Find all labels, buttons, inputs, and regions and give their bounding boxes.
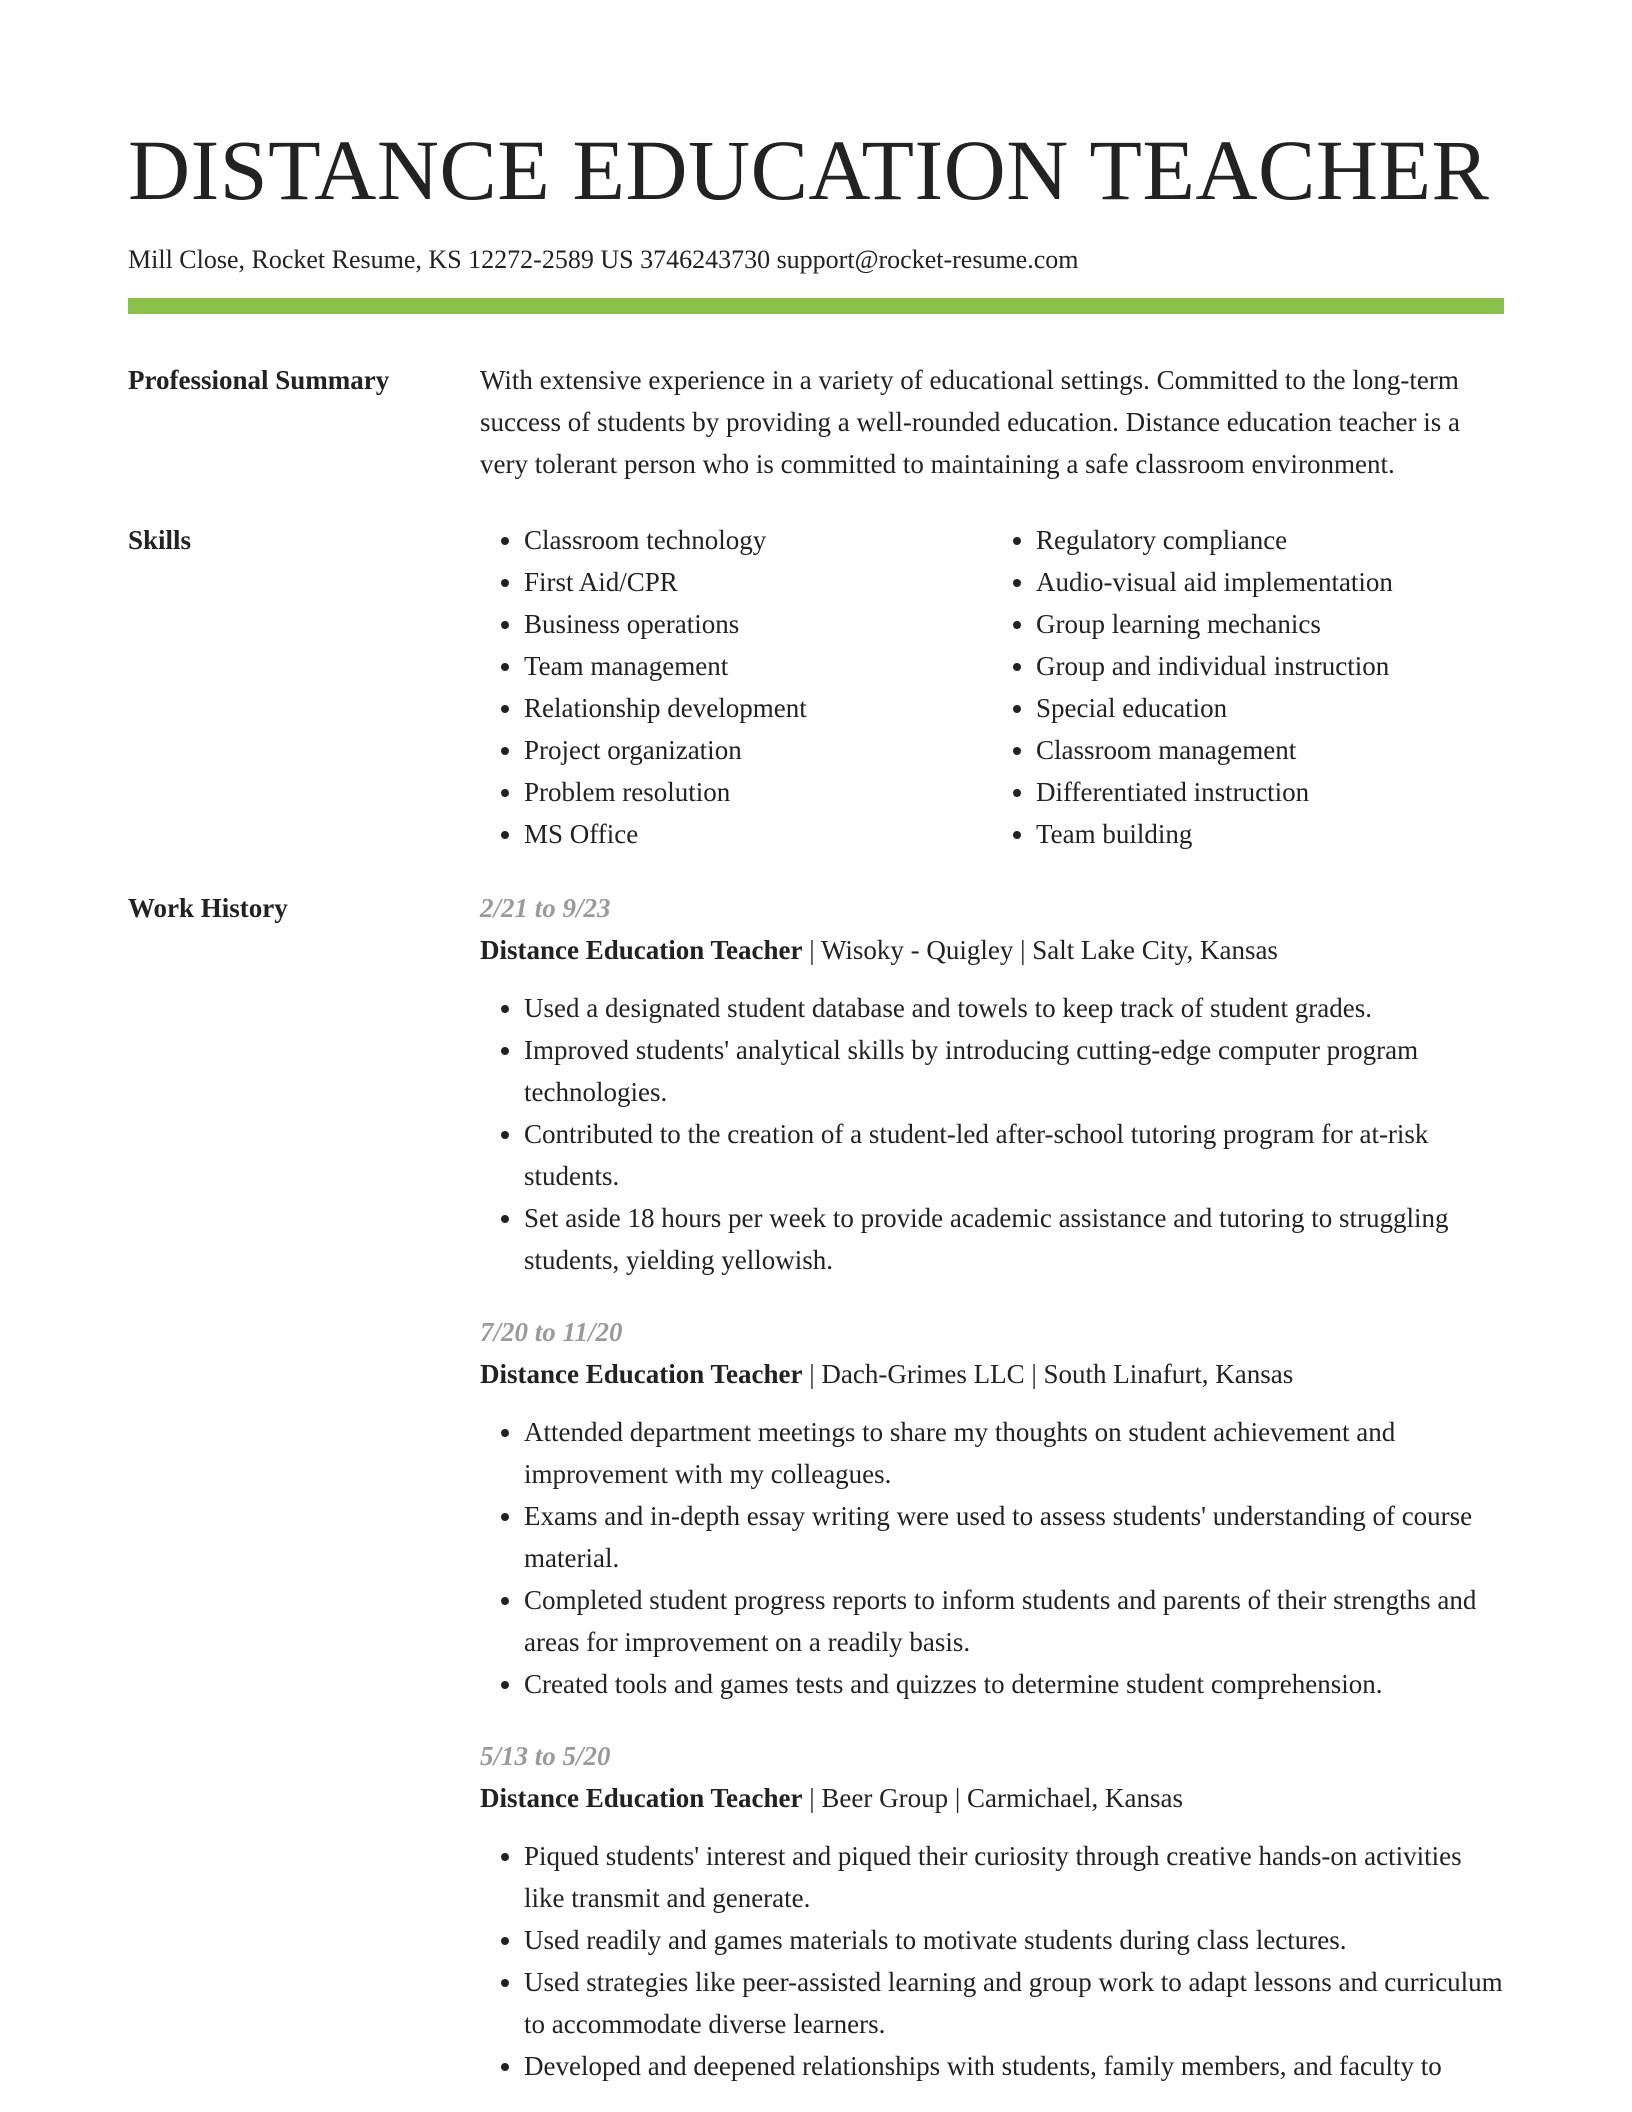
job-bullet: • Set aside 18 hours per week to provide academic assistance and tutoring to struggling students, yielding yellowish.	[524, 1197, 1504, 1281]
job-separator: |	[1024, 1359, 1044, 1389]
job-dates: 7/20 to 11/20	[480, 1317, 623, 1347]
job-bullet: • Used a designated student database and towels to keep track of student grades.	[524, 987, 1504, 1029]
job-location: Salt Lake City, Kansas	[1032, 935, 1278, 965]
section-heading-skills: Skills	[128, 525, 192, 555]
skill-item: • Special education	[1036, 687, 1504, 729]
skills-columns	[480, 519, 1504, 855]
skill-item: • Team management	[524, 645, 992, 687]
summary-text: With extensive experience in a variety of educational settings. Committed to the long-term success of students by providing a well-rounded education. Distance education teacher is a very tolerant person who is committed to maintaining a safe classroom environment.	[480, 365, 1460, 479]
work-history-entries	[480, 887, 1504, 2087]
job-entry	[480, 1311, 1504, 1705]
skill-item: • Relationship development	[524, 687, 992, 729]
resume-name-heading: DISTANCE EDUCATION TEACHER	[128, 122, 1490, 218]
contact-email: support@rocket-resume.com	[776, 245, 1079, 274]
section-heading-summary: Professional Summary	[128, 365, 390, 395]
job-bullet: • Developed and deepened relationships with students, family members, and faculty to	[524, 2045, 1504, 2087]
skill-item: • Project organization	[524, 729, 992, 771]
job-company: Dach-Grimes LLC	[821, 1359, 1025, 1389]
job-responsibilities-list	[480, 987, 1504, 1281]
job-company: Wisoky - Quigley	[820, 935, 1014, 965]
job-title: Distance Education Teacher	[480, 935, 803, 965]
job-bullet: • Created tools and games tests and quizzes to determine student comprehension.	[524, 1663, 1504, 1705]
job-location: Carmichael, Kansas	[967, 1783, 1183, 1813]
skill-item: • Differentiated instruction	[1036, 771, 1504, 813]
skill-item: • First Aid/CPR	[524, 561, 992, 603]
skill-item: • Audio-visual aid implementation	[1036, 561, 1504, 603]
skill-item: • Classroom management	[1036, 729, 1504, 771]
skill-item: • Classroom technology	[524, 519, 992, 561]
job-entry	[480, 887, 1504, 1281]
job-dates: 5/13 to 5/20	[480, 1741, 611, 1771]
contact-line	[128, 244, 1504, 276]
job-header	[480, 1777, 1504, 1819]
skills-list-left	[480, 519, 992, 855]
job-bullet: • Exams and in-depth essay writing were used to assess students' understanding of course material.	[524, 1495, 1504, 1579]
job-separator: |	[802, 1783, 822, 1813]
skills-section	[128, 519, 1504, 855]
job-location: South Linafurt, Kansas	[1043, 1359, 1294, 1389]
job-bullet: • Piqued students' interest and piqued their curiosity through creative hands-on activities like transmit and generate.	[524, 1835, 1504, 1919]
job-header	[480, 1353, 1504, 1395]
job-separator: |	[948, 1783, 968, 1813]
job-separator: |	[1013, 935, 1033, 965]
job-company: Beer Group	[821, 1783, 949, 1813]
job-separator: |	[802, 1359, 822, 1389]
job-bullet: • Completed student progress reports to inform students and parents of their strengths and areas for improvement on a readily basis.	[524, 1579, 1504, 1663]
job-responsibilities-list	[480, 1835, 1504, 2087]
accent-divider	[128, 298, 1504, 314]
job-header	[480, 929, 1504, 971]
skill-item: • MS Office	[524, 813, 992, 855]
skill-item: • Group and individual instruction	[1036, 645, 1504, 687]
job-bullet: • Attended department meetings to share my thoughts on student achievement and improvement with my colleagues.	[524, 1411, 1504, 1495]
skill-item: • Regulatory compliance	[1036, 519, 1504, 561]
contact-address: Mill Close, Rocket Resume, KS 12272-2589 US	[128, 245, 634, 274]
job-bullet: • Improved students' analytical skills by introducing cutting-edge computer program technologies.	[524, 1029, 1504, 1113]
job-bullet: • Used readily and games materials to motivate students during class lectures.	[524, 1919, 1504, 1961]
job-title: Distance Education Teacher	[480, 1359, 803, 1389]
job-title: Distance Education Teacher	[480, 1783, 803, 1813]
skill-item: • Group learning mechanics	[1036, 603, 1504, 645]
contact-phone: 3746243730	[640, 245, 771, 274]
job-dates: 2/21 to 9/23	[480, 893, 611, 923]
skill-item: • Business operations	[524, 603, 992, 645]
professional-summary-section	[128, 359, 1504, 485]
skill-item: • Problem resolution	[524, 771, 992, 813]
skill-item: • Team building	[1036, 813, 1504, 855]
job-responsibilities-list	[480, 1411, 1504, 1705]
job-bullet: • Contributed to the creation of a student-led after-school tutoring program for at-risk students.	[524, 1113, 1504, 1197]
skills-list-right	[992, 519, 1504, 855]
section-heading-work-history: Work History	[128, 893, 288, 923]
job-separator: |	[802, 935, 821, 965]
resume-page	[128, 0, 1504, 2087]
job-bullet: • Used strategies like peer-assisted learning and group work to adapt lessons and curriculum to accommodate diverse learners.	[524, 1961, 1504, 2045]
job-entry	[480, 1735, 1504, 2087]
work-history-section	[128, 887, 1504, 2087]
